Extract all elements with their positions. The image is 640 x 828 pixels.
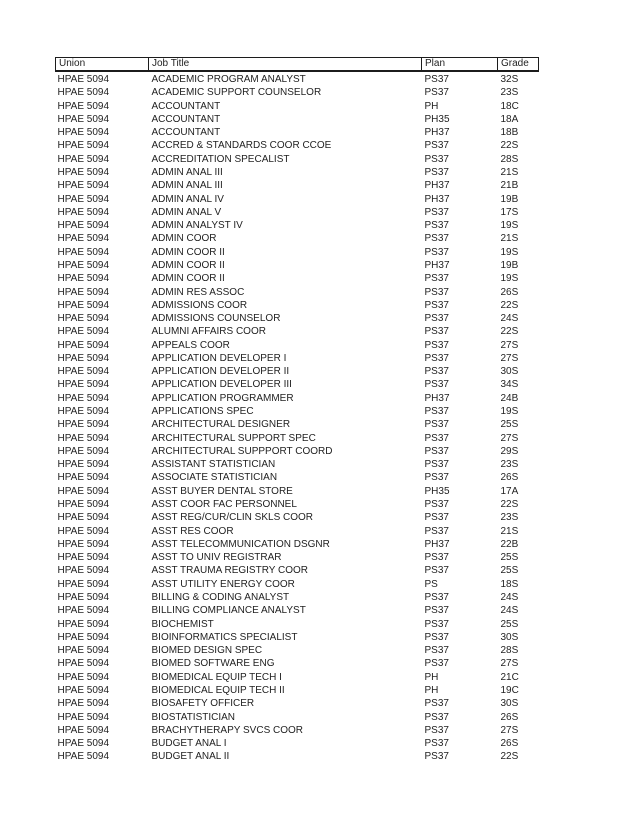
job-title-cell: APPEALS COOR: [151, 339, 230, 351]
table-row: [56, 564, 539, 577]
union-cell: HPAE 5094: [57, 366, 110, 378]
job-title-cell: ADMIN ANAL V: [151, 206, 222, 218]
union-cell: HPAE 5094: [57, 166, 110, 178]
table-row: [56, 219, 539, 232]
union-cell: HPAE 5094: [57, 419, 110, 431]
plan-cell: PS37: [424, 552, 449, 564]
grade-cell: 28S: [500, 645, 519, 657]
union-cell: HPAE 5094: [57, 445, 110, 457]
grade-cell: 26S: [500, 738, 519, 750]
union-cell: HPAE 5094: [57, 180, 110, 192]
union-cell: HPAE 5094: [57, 100, 110, 112]
table-row: [56, 538, 539, 551]
union-cell: HPAE 5094: [57, 738, 110, 750]
grade-cell: 22S: [500, 299, 519, 311]
job-title-table: [55, 57, 539, 764]
job-title-cell: ACCREDITATION SPECALIST: [151, 153, 290, 165]
job-title-cell: ADMISSIONS COOR: [151, 299, 248, 311]
job-title-cell: ADMIN COOR II: [151, 246, 225, 258]
plan-cell: PS37: [424, 246, 449, 258]
grade-cell: 22S: [500, 140, 519, 152]
union-cell: HPAE 5094: [57, 379, 110, 391]
union-cell: HPAE 5094: [57, 698, 110, 710]
table-row: [56, 86, 539, 99]
plan-cell: PS37: [424, 605, 449, 617]
table-row: [56, 139, 539, 152]
plan-cell: PS37: [424, 459, 449, 471]
table-row: [56, 153, 539, 166]
union-cell: HPAE 5094: [57, 299, 110, 311]
plan-cell: PH37: [424, 127, 450, 139]
plan-cell: PS37: [424, 326, 449, 338]
plan-cell: PS37: [424, 366, 449, 378]
table-row: [56, 445, 539, 458]
table-row: [56, 378, 539, 391]
table-row: [56, 246, 539, 259]
job-title-cell: ACADEMIC PROGRAM ANALYST: [151, 74, 306, 85]
job-title-cell: APPLICATION DEVELOPER III: [151, 379, 292, 391]
table-row: [56, 259, 539, 272]
union-cell: HPAE 5094: [57, 565, 110, 577]
table-row: [56, 525, 539, 538]
plan-cell: PS37: [424, 220, 449, 232]
grade-cell: 30S: [500, 366, 519, 378]
table-row: [56, 352, 539, 365]
plan-cell: PS37: [424, 299, 449, 311]
grade-cell: 18B: [500, 127, 519, 139]
grade-cell: 22S: [500, 751, 519, 763]
table-row: [56, 644, 539, 657]
table-row: [56, 126, 539, 139]
plan-cell: PS37: [424, 166, 449, 178]
union-cell: HPAE 5094: [57, 113, 110, 125]
grade-cell: 21C: [500, 671, 519, 683]
union-cell: HPAE 5094: [57, 326, 110, 338]
union-cell: HPAE 5094: [57, 313, 110, 325]
job-title-cell: BIOMEDICAL EQUIP TECH II: [151, 684, 285, 696]
job-title-cell: ARCHITECTURAL DESIGNER: [151, 419, 291, 431]
grade-cell: 22B: [500, 538, 519, 550]
union-cell: HPAE 5094: [57, 233, 110, 245]
union-cell: HPAE 5094: [57, 339, 110, 351]
grade-cell: 21S: [500, 166, 519, 178]
plan-cell: PS37: [424, 445, 449, 457]
plan-cell: PS37: [424, 406, 449, 418]
grade-cell: 22S: [500, 326, 519, 338]
plan-cell: PS37: [424, 153, 449, 165]
plan-cell: PS37: [424, 432, 449, 444]
job-title-cell: APPLICATION PROGRAMMER: [151, 392, 294, 404]
union-cell: HPAE 5094: [57, 552, 110, 564]
grade-cell: 32S: [500, 74, 519, 85]
plan-cell: PH37: [424, 193, 450, 205]
job-title-cell: BIOMED SOFTWARE ENG: [151, 658, 275, 670]
job-title-cell: ASST REG/CUR/CLIN SKLS COOR: [151, 512, 314, 524]
job-title-cell: ADMISSIONS COUNSELOR: [151, 313, 281, 325]
union-cell: HPAE 5094: [57, 591, 110, 603]
union-cell: HPAE 5094: [57, 724, 110, 736]
job-title-cell: APPLICATION DEVELOPER II: [151, 366, 290, 378]
plan-cell: PS37: [424, 565, 449, 577]
plan-cell: PS37: [424, 419, 449, 431]
grade-cell: 29S: [500, 445, 519, 457]
job-title-cell: ARCHITECTURAL SUPPPORT COORD: [151, 445, 333, 457]
union-cell: HPAE 5094: [57, 578, 110, 590]
table-row: [56, 498, 539, 511]
plan-cell: PH: [424, 671, 439, 683]
job-title-cell: BIOINFORMATICS SPECIALIST: [151, 631, 298, 643]
table-row: [56, 737, 539, 750]
grade-cell: 25S: [500, 419, 519, 431]
job-title-cell: BILLING & CODING ANALYST: [151, 591, 290, 603]
table-row: [56, 631, 539, 644]
job-title-cell: ACCOUNTANT: [151, 127, 221, 139]
grade-cell: 26S: [500, 711, 519, 723]
job-title-cell: ADMIN ANAL IV: [151, 193, 224, 205]
union-cell: HPAE 5094: [57, 472, 110, 484]
grade-cell: 21S: [500, 233, 519, 245]
union-cell: HPAE 5094: [57, 259, 110, 271]
grade-cell: 21S: [500, 525, 519, 537]
grade-cell: 19S: [500, 220, 519, 232]
table-row: [56, 113, 539, 126]
grade-cell: 23S: [500, 459, 519, 471]
job-title-cell: BIOMEDICAL EQUIP TECH I: [151, 671, 282, 683]
plan-cell: PS37: [424, 472, 449, 484]
union-cell: HPAE 5094: [57, 220, 110, 232]
table-row: [56, 339, 539, 352]
grade-cell: 17S: [500, 206, 519, 218]
plan-cell: PH35: [424, 113, 450, 125]
union-cell: HPAE 5094: [57, 711, 110, 723]
plan-cell: PS37: [424, 591, 449, 603]
grade-cell: 23S: [500, 512, 519, 524]
union-cell: HPAE 5094: [57, 618, 110, 630]
table-row: [56, 179, 539, 192]
table-row: [56, 71, 539, 86]
plan-cell: PS37: [424, 711, 449, 723]
job-title-cell: ASST TO UNIV REGISTRAR: [151, 552, 282, 564]
table-row: [56, 312, 539, 325]
job-title-cell: ASST TRAUMA REGISTRY COOR: [151, 565, 309, 577]
union-cell: HPAE 5094: [57, 645, 110, 657]
table-row: [56, 711, 539, 724]
plan-cell: PS37: [424, 525, 449, 537]
union-cell: HPAE 5094: [57, 127, 110, 139]
union-cell: HPAE 5094: [57, 658, 110, 670]
grade-cell: 24S: [500, 313, 519, 325]
grade-cell: 27S: [500, 339, 519, 351]
job-title-cell: ADMIN ANALYST IV: [151, 220, 243, 232]
column-header-job-title: Job Title: [149, 58, 422, 72]
plan-cell: PS37: [424, 645, 449, 657]
union-cell: HPAE 5094: [57, 631, 110, 643]
table-row: [56, 100, 539, 113]
plan-cell: PH37: [424, 392, 450, 404]
plan-cell: PS37: [424, 74, 449, 85]
job-title-cell: ADMIN ANAL III: [151, 180, 223, 192]
table-row: [56, 166, 539, 179]
plan-cell: PS37: [424, 352, 449, 364]
union-cell: HPAE 5094: [57, 459, 110, 471]
union-cell: HPAE 5094: [57, 392, 110, 404]
table-row: [56, 392, 539, 405]
grade-cell: 27S: [500, 432, 519, 444]
table-row: [56, 206, 539, 219]
union-cell: HPAE 5094: [57, 512, 110, 524]
union-cell: HPAE 5094: [57, 352, 110, 364]
table-row: [56, 657, 539, 670]
grade-cell: 19S: [500, 246, 519, 258]
table-row: [56, 299, 539, 312]
table-row: [56, 325, 539, 338]
grade-cell: 17A: [500, 485, 519, 497]
table-row: [56, 471, 539, 484]
table-row: [56, 578, 539, 591]
grade-cell: 27S: [500, 352, 519, 364]
union-cell: HPAE 5094: [57, 684, 110, 696]
table-row: [56, 551, 539, 564]
job-title-cell: ACCOUNTANT: [151, 100, 221, 112]
grade-cell: 19S: [500, 406, 519, 418]
union-cell: HPAE 5094: [57, 538, 110, 550]
plan-cell: PS37: [424, 658, 449, 670]
table-row: [56, 485, 539, 498]
plan-cell: PH35: [424, 485, 450, 497]
union-cell: HPAE 5094: [57, 87, 110, 99]
plan-cell: PS37: [424, 206, 449, 218]
table-row: [56, 286, 539, 299]
table-row: [56, 750, 539, 763]
grade-cell: 25S: [500, 565, 519, 577]
column-header-plan: Plan: [422, 58, 498, 72]
job-title-cell: ADMIN COOR: [151, 233, 217, 245]
table-row: [56, 365, 539, 378]
plan-cell: PS37: [424, 631, 449, 643]
job-title-cell: BUDGET ANAL II: [151, 751, 230, 763]
plan-cell: PS37: [424, 512, 449, 524]
plan-cell: PS37: [424, 698, 449, 710]
job-title-cell: ASSOCIATE STATISTICIAN: [151, 472, 278, 484]
job-title-cell: BRACHYTHERAPY SVCS COOR: [151, 724, 304, 736]
grade-cell: 18S: [500, 578, 519, 590]
job-title-cell: ADMIN RES ASSOC: [151, 286, 245, 298]
job-title-cell: ASST UTILITY ENERGY COOR: [151, 578, 295, 590]
grade-cell: 21B: [500, 180, 519, 192]
plan-cell: PS37: [424, 379, 449, 391]
plan-cell: PS37: [424, 87, 449, 99]
grade-cell: 26S: [500, 472, 519, 484]
union-cell: HPAE 5094: [57, 485, 110, 497]
plan-cell: PS37: [424, 313, 449, 325]
grade-cell: 19B: [500, 259, 519, 271]
job-title-cell: ALUMNI AFFAIRS COOR: [151, 326, 266, 338]
union-cell: HPAE 5094: [57, 153, 110, 165]
table-row: [56, 511, 539, 524]
plan-cell: PS37: [424, 286, 449, 298]
union-cell: HPAE 5094: [57, 671, 110, 683]
grade-cell: 27S: [500, 724, 519, 736]
job-title-cell: APPLICATION DEVELOPER I: [151, 352, 287, 364]
table-row: [56, 684, 539, 697]
grade-cell: 19C: [500, 684, 519, 696]
grade-cell: 18C: [500, 100, 519, 112]
table-body: [56, 71, 539, 764]
union-cell: HPAE 5094: [57, 406, 110, 418]
plan-cell: PS37: [424, 339, 449, 351]
table-row: [56, 232, 539, 245]
plan-cell: PS: [424, 578, 438, 590]
grade-cell: 26S: [500, 286, 519, 298]
plan-cell: PH: [424, 100, 439, 112]
grade-cell: 24B: [500, 392, 519, 404]
grade-cell: 24S: [500, 591, 519, 603]
grade-cell: 28S: [500, 153, 519, 165]
table-row: [56, 272, 539, 285]
job-title-cell: ACCRED & STANDARDS COOR CCOE: [151, 140, 332, 152]
union-cell: HPAE 5094: [57, 499, 110, 510]
table-row: [56, 724, 539, 737]
table-row: [56, 405, 539, 418]
grade-cell: 30S: [500, 698, 519, 710]
job-title-cell: ADMIN COOR II: [151, 259, 225, 271]
job-title-cell: ASST RES COOR: [151, 525, 234, 537]
union-cell: HPAE 5094: [57, 751, 110, 763]
table-row: [56, 697, 539, 710]
table-row: [56, 432, 539, 445]
union-cell: HPAE 5094: [57, 525, 110, 537]
job-title-cell: BIOMED DESIGN SPEC: [151, 645, 263, 657]
table-row: [56, 618, 539, 631]
plan-cell: PS37: [424, 233, 449, 245]
plan-cell: PS37: [424, 499, 449, 510]
union-cell: HPAE 5094: [57, 206, 110, 218]
grade-cell: 19S: [500, 273, 519, 285]
job-title-cell: BIOSTATISTICIAN: [151, 711, 236, 723]
grade-cell: 18A: [500, 113, 519, 125]
plan-cell: PH: [424, 684, 439, 696]
job-title-cell: ADMIN ANAL III: [151, 166, 223, 178]
plan-cell: PS37: [424, 618, 449, 630]
plan-cell: PS37: [424, 140, 449, 152]
job-title-cell: BILLING COMPLIANCE ANALYST: [151, 605, 306, 617]
table-row: [56, 591, 539, 604]
plan-cell: PH37: [424, 180, 450, 192]
union-cell: HPAE 5094: [57, 140, 110, 152]
grade-cell: 22S: [500, 499, 519, 510]
job-title-cell: BUDGET ANAL I: [151, 738, 227, 750]
table-row: [56, 418, 539, 431]
plan-cell: PS37: [424, 738, 449, 750]
column-header-union: Union: [56, 58, 149, 72]
job-title-cell: ASSISTANT STATISTICIAN: [151, 459, 276, 471]
job-title-cell: ACCOUNTANT: [151, 113, 221, 125]
job-title-cell: ASST BUYER DENTAL STORE: [151, 485, 293, 497]
grade-cell: 23S: [500, 87, 519, 99]
table-row: [56, 458, 539, 471]
union-cell: HPAE 5094: [57, 286, 110, 298]
table-row: [56, 604, 539, 617]
grade-cell: 30S: [500, 631, 519, 643]
plan-cell: PS37: [424, 273, 449, 285]
table-header-row: [56, 58, 539, 72]
grade-cell: 34S: [500, 379, 519, 391]
job-title-cell: ASST COOR FAC PERSONNEL: [151, 499, 297, 510]
union-cell: HPAE 5094: [57, 273, 110, 285]
plan-cell: PS37: [424, 724, 449, 736]
job-title-cell: BIOCHEMIST: [151, 618, 214, 630]
job-title-cell: ARCHITECTURAL SUPPORT SPEC: [151, 432, 316, 444]
grade-cell: 24S: [500, 605, 519, 617]
table-row: [56, 193, 539, 206]
union-cell: HPAE 5094: [57, 193, 110, 205]
plan-cell: PH37: [424, 538, 450, 550]
plan-cell: PS37: [424, 751, 449, 763]
union-cell: HPAE 5094: [57, 74, 110, 85]
grade-cell: 27S: [500, 658, 519, 670]
grade-cell: 25S: [500, 552, 519, 564]
union-cell: HPAE 5094: [57, 246, 110, 258]
plan-cell: PH37: [424, 259, 450, 271]
union-cell: HPAE 5094: [57, 605, 110, 617]
job-title-cell: ADMIN COOR II: [151, 273, 225, 285]
job-title-cell: ACADEMIC SUPPORT COUNSELOR: [151, 87, 322, 99]
column-header-grade: Grade: [498, 58, 539, 72]
grade-cell: 19B: [500, 193, 519, 205]
table-row: [56, 671, 539, 684]
grade-cell: 25S: [500, 618, 519, 630]
job-title-cell: ASST TELECOMMUNICATION DSGNR: [151, 538, 330, 550]
job-title-cell: APPLICATIONS SPEC: [151, 406, 254, 418]
job-title-cell: BIOSAFETY OFFICER: [151, 698, 255, 710]
union-cell: HPAE 5094: [57, 432, 110, 444]
